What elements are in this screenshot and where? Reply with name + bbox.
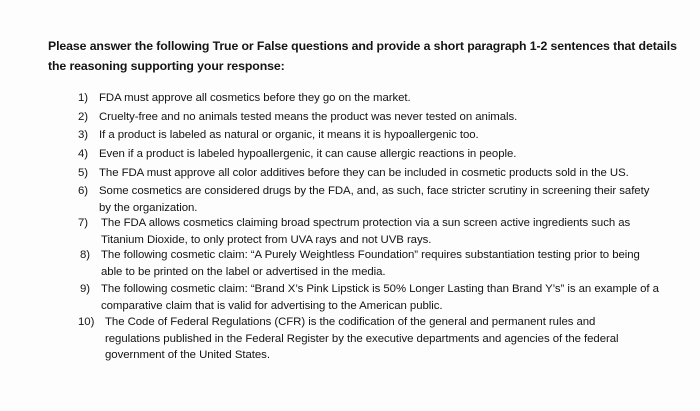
question-text: FDA must approve all cosmetics before they go on the market. [99,92,411,104]
question-number: 7) [78,217,89,229]
question-text: If a product is labeled as natural or organic, it means it is hypoallergenic too. [99,129,479,141]
question-text: The FDA must approve all color additives before they can be included in cosmetic products sold in the US. [99,167,629,179]
question-number: 2) [78,111,89,123]
question-number: 10) [78,316,95,328]
question-number: 4) [78,148,89,160]
question-number: 6) [78,185,89,197]
question-number: 8) [80,249,91,261]
question-number: 5) [78,167,89,179]
question-text: The Code of Federal Regulations (CFR) is the codification of the general and permanent rules and regulations published in the Federal Register by the executive departments and agencies of the federal government of the United States. [105,316,619,361]
question-text: Even if a product is labeled hypoallergenic, it can cause allergic reactions in people. [99,148,517,160]
question-text: The following cosmetic claim: “A Purely Weightless Foundation” requires substantiation testing prior to being able to be printed on the label or advertised in the media. [101,249,640,278]
question-text: Some cosmetics are considered drugs by the FDA, and, as such, face stricter scrutiny in screening their safety by the organization. [99,185,650,214]
question-number: 3) [78,129,89,141]
question-number: 9) [80,283,91,295]
question-text: Cruelty-free and no animals tested means the product was never tested on animals. [99,111,518,123]
question-number: 1) [78,92,89,104]
instructions-heading: Please answer the following True or False questions and provide a short paragraph 1-2 sentences that details the reasoning supporting your response: [48,39,677,73]
question-text: The following cosmetic claim: “Brand X’s Pink Lipstick is 50% Longer Lasting than Brand Y’s” is an example of a comparative claim that is valid for advertising to the American public. [101,283,659,312]
question-text: The FDA allows cosmetics claiming broad spectrum protection via a sun screen active ingredients such as Titanium Dioxide, to only protect from UVA rays and not UVB rays. [101,217,631,246]
